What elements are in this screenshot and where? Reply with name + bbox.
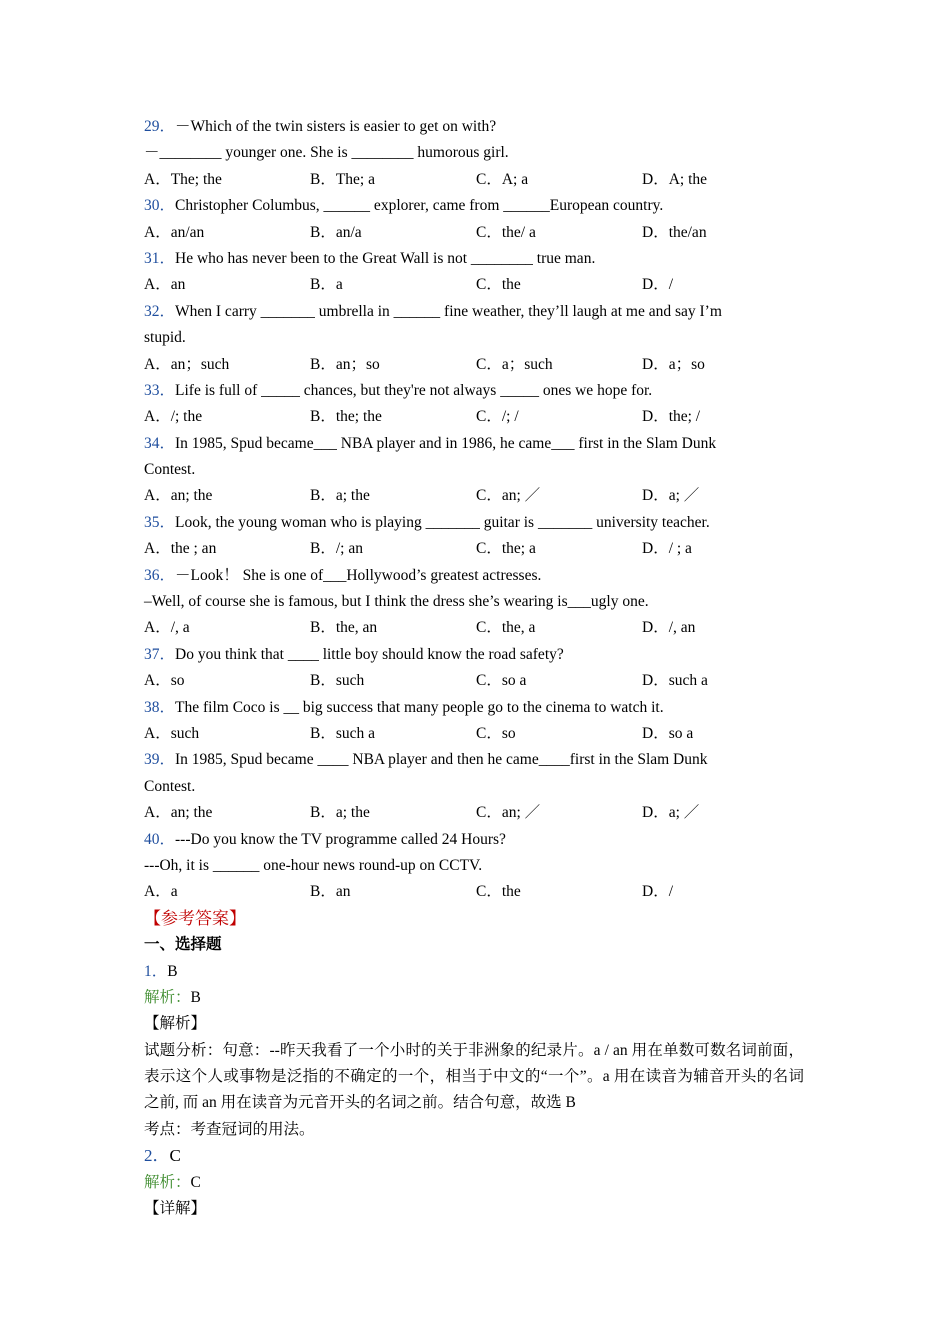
- option-row: [144, 272, 804, 298]
- option-d: D．A; the: [642, 170, 708, 188]
- answer-1-jiexi: [144, 985, 804, 1011]
- question-text: In 1985, Spud became___ NBA player and in 1986, he came___ first in the Slam Dunk: [175, 434, 717, 452]
- option-a: A．an/an: [144, 223, 205, 241]
- question-text: The film Coco is __ big success that many people go to the cinema to watch it.: [175, 698, 664, 716]
- question-text: When I carry _______ umbrella in ______ fine weather, they’ll laugh at me and say I’m: [175, 302, 722, 320]
- option-row: [144, 615, 804, 641]
- option-d: D．the/an: [642, 223, 707, 241]
- question-stem: [144, 114, 804, 140]
- option-c: C．A; a: [476, 170, 529, 188]
- question-line: –Well, of course she is famous, but I think the dress she’s wearing is___ugly one.: [144, 593, 649, 611]
- option-c: C．the, a: [476, 619, 536, 637]
- option-row: [144, 879, 804, 905]
- option-b: B．/; an: [310, 540, 363, 558]
- option-d: D．so a: [642, 724, 694, 742]
- answer-1-kaodian: 考点：考查冠词的用法。: [144, 1120, 315, 1138]
- option-c: C．a；such: [476, 355, 553, 373]
- question-line: stupid.: [144, 329, 186, 347]
- answer-number: 1．: [144, 962, 168, 980]
- option-b: B．an/a: [310, 223, 362, 241]
- jiexi-value: B: [190, 988, 201, 1006]
- option-c: C．/; /: [476, 408, 519, 426]
- option-c: C．so a: [476, 672, 527, 690]
- option-b: B．an；so: [310, 355, 380, 373]
- option-a: A．the ; an: [144, 540, 217, 558]
- document-content: [144, 114, 804, 1222]
- question-text: He who has never been to the Great Wall is not ________ true man.: [175, 249, 596, 267]
- option-d: D．/: [642, 276, 674, 294]
- answer-number: 2．: [144, 1146, 170, 1166]
- question-stem: [144, 827, 804, 853]
- option-a: A．/; the: [144, 408, 203, 426]
- question-stem: [144, 695, 804, 721]
- option-d: D．the; /: [642, 408, 701, 426]
- option-row: [144, 483, 804, 509]
- option-c: C．the: [476, 883, 521, 901]
- answer-1-explanation: 试题分析：句意：--昨天我看了一个小时的关于非洲象的纪录片。a / an 用在单数可数名词前面，表示这个人或事物是泛指的不确定的一个，相当于中文的“一个”。a 用在读音为辅音开头的名词之前, 而 an 用在读音为元音开头的名词之前。结合句意，故选 B: [144, 1041, 804, 1112]
- option-row: [144, 352, 804, 378]
- option-a: A．The; the: [144, 170, 222, 188]
- option-row: [144, 404, 804, 430]
- answer-1-bracket: 【解析】: [144, 1015, 207, 1033]
- option-b: B．a; the: [310, 804, 370, 822]
- option-d: D．such a: [642, 672, 708, 690]
- question-text: Life is full of _____ chances, but they're not always _____ ones we hope for.: [175, 381, 653, 399]
- option-a: A．an: [144, 276, 186, 294]
- question-text: －Look！ She is one of___Hollywood’s greatest actresses.: [175, 566, 542, 584]
- option-b: B．a: [310, 276, 343, 294]
- question-number: 39．: [144, 751, 176, 769]
- question-line: －________ younger one. She is ________ humorous girl.: [144, 144, 509, 162]
- option-a: A．/, a: [144, 619, 190, 637]
- option-row: [144, 721, 804, 747]
- option-row: [144, 536, 804, 562]
- question-stem: [144, 246, 804, 272]
- option-c: C．so: [476, 724, 516, 742]
- answer-1: [144, 959, 804, 985]
- option-b: B．the, an: [310, 619, 378, 637]
- question-stem: [144, 747, 804, 773]
- option-d: D．/, an: [642, 619, 696, 637]
- option-a: A．a: [144, 883, 178, 901]
- option-d: D．a; ／: [642, 487, 700, 505]
- jiexi-value: C: [190, 1173, 201, 1191]
- question-number: 32．: [144, 302, 176, 320]
- option-c: C．the; a: [476, 540, 536, 558]
- question-number: 30．: [144, 197, 176, 215]
- answer-2-jiexi: [144, 1170, 804, 1196]
- option-d: D．a; ／: [642, 804, 700, 822]
- option-c: C．an; ／: [476, 804, 541, 822]
- question-number: 40．: [144, 830, 176, 848]
- question-number: 36．: [144, 566, 176, 584]
- option-row: [144, 800, 804, 826]
- option-a: A．an; the: [144, 487, 213, 505]
- answer-2: [144, 1143, 804, 1169]
- option-d: D．/ ; a: [642, 540, 692, 558]
- question-stem: [144, 431, 804, 457]
- option-a: A．such: [144, 724, 200, 742]
- option-row: [144, 668, 804, 694]
- option-row: [144, 220, 804, 246]
- question-stem: [144, 642, 804, 668]
- question-line: Contest.: [144, 461, 196, 479]
- question-number: 33．: [144, 381, 176, 399]
- question-text: Look, the young woman who is playing _______ guitar is _______ university teacher.: [175, 513, 710, 531]
- option-b: B．The; a: [310, 170, 375, 188]
- question-number: 31．: [144, 249, 176, 267]
- question-list: [144, 114, 804, 906]
- option-c: C．the: [476, 276, 521, 294]
- option-b: B．such: [310, 672, 365, 690]
- question-stem: [144, 378, 804, 404]
- question-number: 35．: [144, 513, 176, 531]
- option-row: [144, 167, 804, 193]
- option-a: A．an; the: [144, 804, 213, 822]
- answer-value: B: [167, 962, 178, 980]
- answer-2-bracket: 【详解】: [144, 1200, 207, 1218]
- question-number: 34．: [144, 434, 176, 452]
- answer-header: 【参考答案】: [144, 908, 246, 928]
- question-text: Christopher Columbus, ______ explorer, came from ______European country.: [175, 197, 664, 215]
- option-c: C．the/ a: [476, 223, 536, 241]
- option-b: B．a; the: [310, 487, 370, 505]
- question-stem: [144, 299, 804, 325]
- option-c: C．an; ／: [476, 487, 541, 505]
- option-b: B．an: [310, 883, 351, 901]
- question-line: Contest.: [144, 777, 196, 795]
- question-line: ---Oh, it is ______ one-hour news round-up on CCTV.: [144, 856, 483, 874]
- option-b: B．such a: [310, 724, 376, 742]
- answer-value: C: [169, 1146, 181, 1166]
- option-d: D．a；so: [642, 355, 705, 373]
- question-number: 29．: [144, 118, 176, 135]
- question-text: －Which of the twin sisters is easier to get on with?: [175, 118, 497, 135]
- question-stem: [144, 193, 804, 219]
- option-a: A．an；such: [144, 355, 230, 373]
- question-stem: [144, 510, 804, 536]
- jiexi-label: 解析：: [144, 988, 191, 1006]
- option-b: B．the; the: [310, 408, 382, 426]
- question-stem: [144, 563, 804, 589]
- question-number: 38．: [144, 698, 176, 716]
- jiexi-label: 解析：: [144, 1173, 191, 1191]
- question-text: ---Do you know the TV programme called 24 Hours?: [175, 830, 506, 848]
- question-text: In 1985, Spud became ____ NBA player and then he came____first in the Slam Dunk: [175, 751, 708, 769]
- question-number: 37．: [144, 645, 176, 663]
- option-d: D．/: [642, 883, 674, 901]
- option-a: A．so: [144, 672, 185, 690]
- question-text: Do you think that ____ little boy should know the road safety?: [175, 645, 564, 663]
- section-title: 一、选择题: [144, 936, 222, 954]
